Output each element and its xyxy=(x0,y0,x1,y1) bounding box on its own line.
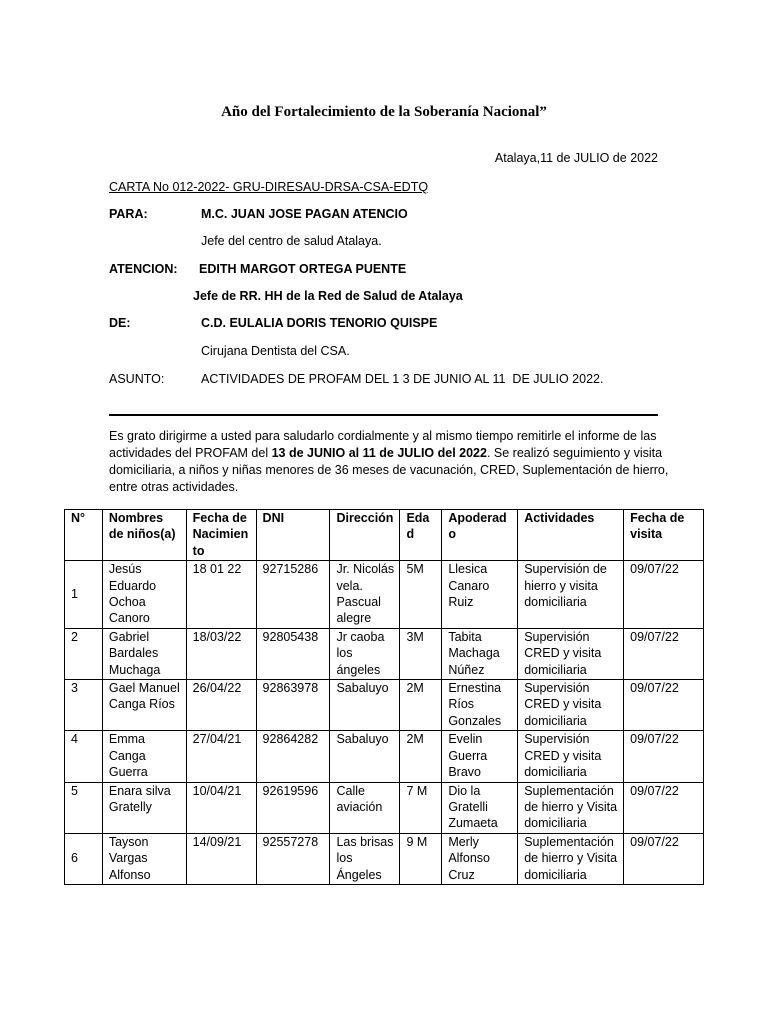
table-row xyxy=(65,731,704,782)
cell-n: 4 xyxy=(65,731,103,782)
cell-fecha-nacimiento: 18/03/22 xyxy=(186,628,256,679)
cell-edad: 5M xyxy=(400,561,442,629)
cell-direccion: Sabaluyo xyxy=(330,680,400,731)
document-title: Año del Fortalecimiento de la Soberanía Nacional” xyxy=(221,104,547,120)
cell-apoderado: Dio la Gratelli Zumaeta xyxy=(442,782,518,833)
cell-apoderado: Merly Alfonso Cruz xyxy=(442,833,518,884)
header-edad: Edad xyxy=(400,510,442,561)
cell-edad: 2M xyxy=(400,731,442,782)
header-direccion: Dirección xyxy=(330,510,400,561)
cell-apoderado: Evelin Guerra Bravo xyxy=(442,731,518,782)
asunto-label: ASUNTO: xyxy=(109,372,165,386)
intro-date-range: 13 de JUNIO al 11 de JULIO del 2022 xyxy=(271,446,487,460)
cell-dni: 92805438 xyxy=(256,628,330,679)
para-label: PARA: xyxy=(109,207,148,221)
header-fecha-nacimiento: Fecha de Nacimiento xyxy=(186,510,256,561)
cell-n: 6 xyxy=(65,833,103,884)
table-row xyxy=(65,680,704,731)
cell-direccion: Jr. Nicolás vela. Pascual alegre xyxy=(330,561,400,629)
cell-edad: 9 M xyxy=(400,833,442,884)
cell-direccion: Las brisas los Ángeles xyxy=(330,833,400,884)
para-role: Jefe del centro de salud Atalaya. xyxy=(201,234,382,248)
cell-fecha-visita: 09/07/22 xyxy=(624,628,704,679)
header-n: N° xyxy=(65,510,103,561)
cell-fecha-nacimiento: 18 01 22 xyxy=(186,561,256,629)
header-fecha-visita: Fecha de visita xyxy=(624,510,704,561)
cell-edad: 2M xyxy=(400,680,442,731)
header-nombres: Nombres de niños(a) xyxy=(102,510,186,561)
cell-actividades: Supervisión de hierro y visita domiciliaria xyxy=(518,561,624,629)
header-apoderado: Apoderado xyxy=(442,510,518,561)
header-dni: DNI xyxy=(256,510,330,561)
cell-fecha-visita: 09/07/22 xyxy=(624,561,704,629)
cell-fecha-nacimiento: 27/04/21 xyxy=(186,731,256,782)
cell-fecha-nacimiento: 10/04/21 xyxy=(186,782,256,833)
asunto-text: ACTIVIDADES DE PROFAM DEL 1 3 DE JUNIO AL 11 DE JULIO 2022. xyxy=(201,372,604,386)
cell-nombre: Gabriel Bardales Muchaga xyxy=(102,628,186,679)
separator-line xyxy=(109,414,658,416)
cell-fecha-nacimiento: 26/04/22 xyxy=(186,680,256,731)
letter-date: Atalaya,11 de JULIO de 2022 xyxy=(494,151,658,165)
de-role: Cirujana Dentista del CSA. xyxy=(201,344,350,358)
atencion-label: ATENCION: xyxy=(109,262,178,276)
cell-fecha-visita: 09/07/22 xyxy=(624,680,704,731)
cell-nombre: Enara silva Gratelly xyxy=(102,782,186,833)
cell-fecha-nacimiento: 14/09/21 xyxy=(186,833,256,884)
intro-text-1: Es grato dirigirme a usted para saludarlo cordialmente y al mismo tiempo remitirle el informe de las actividades del PROFAM del xyxy=(109,429,657,460)
cell-actividades: Suplementación de hierro y Visita domiciliaria xyxy=(518,782,624,833)
intro-paragraph xyxy=(109,428,669,496)
cell-apoderado: Llesica Canaro Ruiz xyxy=(442,561,518,629)
cell-edad: 7 M xyxy=(400,782,442,833)
cell-actividades: Supervisión CRED y visita domiciliaria xyxy=(518,680,624,731)
cell-apoderado: Tabita Machaga Núñez xyxy=(442,628,518,679)
table-row xyxy=(65,628,704,679)
de-label: DE: xyxy=(109,316,131,330)
cell-dni: 92864282 xyxy=(256,731,330,782)
cell-nombre: Gael Manuel Canga Ríos xyxy=(102,680,186,731)
letter-reference: CARTA No 012-2022- GRU-DIRESAU-DRSA-CSA-EDTQ xyxy=(109,180,429,194)
cell-nombre: Tayson Vargas Alfonso xyxy=(102,833,186,884)
cell-direccion: Sabaluyo xyxy=(330,731,400,782)
table-row xyxy=(65,561,704,629)
intro-text-2: . Se realizó seguimiento y visita domiciliaria, a niños y niñas menores de 36 meses de vacunación, CRED, Suplementación de hierro, entre otras actividades. xyxy=(109,446,669,494)
cell-fecha-visita: 09/07/22 xyxy=(624,833,704,884)
cell-dni: 92715286 xyxy=(256,561,330,629)
cell-dni: 92619596 xyxy=(256,782,330,833)
cell-actividades: Supervisión CRED y visita domiciliaria xyxy=(518,628,624,679)
header-actividades: Actividades xyxy=(518,510,624,561)
table-header-row xyxy=(65,510,704,561)
cell-n: 3 xyxy=(65,680,103,731)
cell-n: 2 xyxy=(65,628,103,679)
table-row xyxy=(65,782,704,833)
de-name: C.D. EULALIA DORIS TENORIO QUISPE xyxy=(201,316,438,330)
cell-fecha-visita: 09/07/22 xyxy=(624,782,704,833)
cell-edad: 3M xyxy=(400,628,442,679)
atencion-name: EDITH MARGOT ORTEGA PUENTE xyxy=(199,262,407,276)
cell-nombre: Jesús Eduardo Ochoa Canoro xyxy=(102,561,186,629)
cell-n: 1 xyxy=(65,561,103,629)
cell-dni: 92863978 xyxy=(256,680,330,731)
cell-apoderado: Ernestina Ríos Gonzales xyxy=(442,680,518,731)
cell-actividades: Suplementación de hierro y Visita domiciliaria xyxy=(518,833,624,884)
activities-table xyxy=(64,509,704,885)
cell-nombre: Emma Canga Guerra xyxy=(102,731,186,782)
atencion-role: Jefe de RR. HH de la Red de Salud de Atalaya xyxy=(193,289,463,303)
cell-direccion: Jr caoba los ángeles xyxy=(330,628,400,679)
cell-actividades: Supervisión CRED y visita domiciliaria xyxy=(518,731,624,782)
table-row xyxy=(65,833,704,884)
cell-fecha-visita: 09/07/22 xyxy=(624,731,704,782)
cell-direccion: Calle aviación xyxy=(330,782,400,833)
para-name: M.C. JUAN JOSE PAGAN ATENCIO xyxy=(201,207,408,221)
cell-dni: 92557278 xyxy=(256,833,330,884)
cell-n: 5 xyxy=(65,782,103,833)
